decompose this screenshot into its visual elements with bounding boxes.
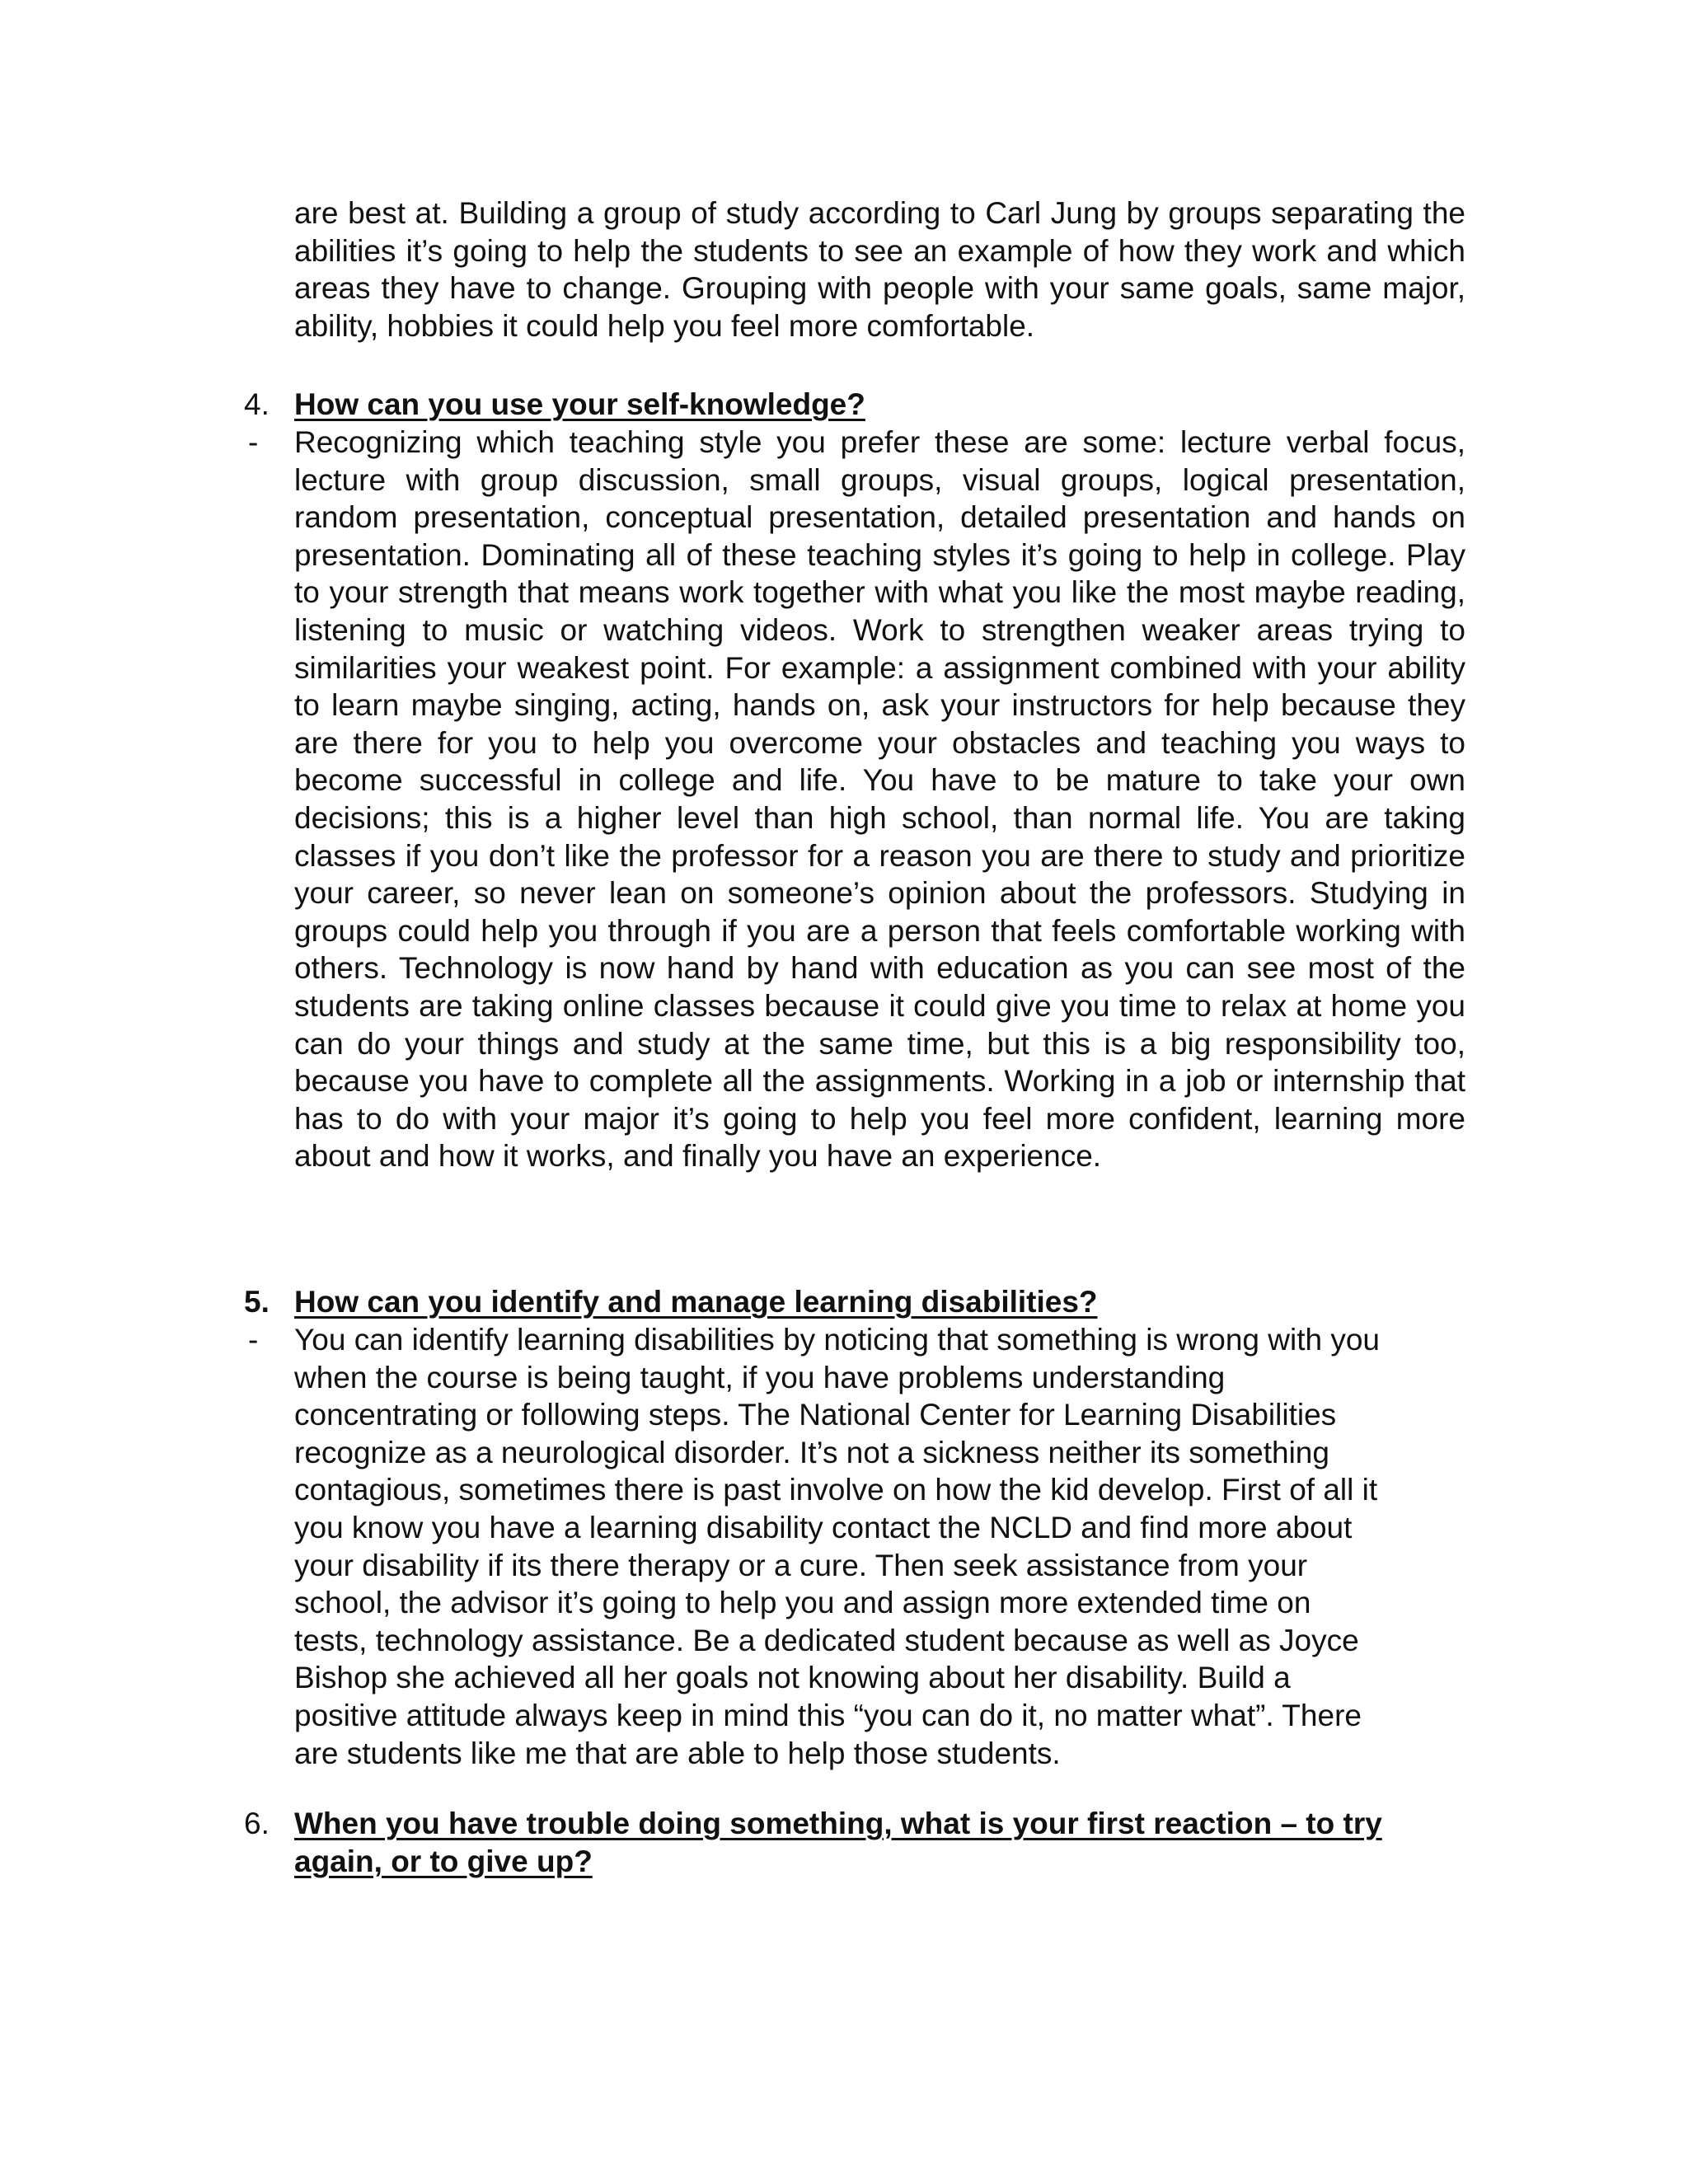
- answer-line: positive attitude always keep in mind this “you can do it, no matter what”. There: [294, 1698, 1362, 1732]
- section-5-bullet: -: [248, 1323, 259, 1357]
- question-line: again, or to give up?: [294, 1844, 593, 1878]
- question-line: When you have trouble doing something, what is your first reaction – to try: [294, 1807, 1382, 1840]
- section-5-number: 5.: [244, 1285, 270, 1319]
- answer-line: school, the advisor it’s going to help you and assign more extended time on: [294, 1586, 1311, 1620]
- section-6-number: 6.: [244, 1807, 270, 1840]
- section-4-bullet: -: [248, 425, 259, 459]
- answer-line: are students like me that are able to help those students.: [294, 1736, 1061, 1770]
- section-4-answer: Recognizing which teaching style you prefer these are some: lecture verbal focus, lecture with group discussion, small groups, visual groups, logical presentation, random presentation, conceptual presentation, detailed presentation and hands on presentation. Dominating all of these teaching styles it’s going to help in college. Play to your strength that means work together with what you like the most maybe reading, listening to music or watching videos. Work to strengthen weaker areas trying to similarities your weakest point. For example: a assignment combined with your ability to learn maybe singing, acting, hands on, ask your instructors for help because they are there for you to help you overcome your obstacles and teaching you ways to become successful in college and life. You have to be mature to take your own decisions; this is a higher level than high school, than normal life. You are taking classes if you don’t like the professor for a reason you are there to study and prioritize your career, so never lean on someone’s opinion about the professors. Studying in groups could help you through if you are a person that feels comfortable working with others. Technology is now hand by hand with education as you can see most of the students are taking online classes because it could give you time to relax at home you can do your things and study at the same time, but this is a big responsibility too, because you have to complete all the assignments. Working in a job or internship that has to do with your major it’s going to help you feel more confident, learning more about and how it works, and finally you have an experience.: [294, 425, 1465, 1174]
- answer-line: your disability if its there therapy or a cure. Then seek assistance from your: [294, 1548, 1308, 1582]
- answer-line: contagious, sometimes there is past involve on how the kid develop. First of all it: [294, 1473, 1378, 1507]
- answer-line: when the course is being taught, if you have problems understanding: [294, 1360, 1226, 1394]
- section-5-answer: [294, 1321, 1465, 1772]
- answer-line: you know you have a learning disability contact the NCLD and find more about: [294, 1510, 1353, 1544]
- intro-paragraph: are best at. Building a group of study according to Carl Jung by groups separating the abilities it’s going to help the students to see an example of how they work and which areas they have to change. Grouping with people with your same goals, same major, ability, hobbies it could help you feel more comfortable.: [294, 196, 1465, 343]
- section-4-number: 4.: [244, 387, 270, 421]
- section-6-question: [294, 1805, 1465, 1880]
- answer-line: concentrating or following steps. The National Center for Learning Disabilities: [294, 1398, 1337, 1432]
- section-5-question: How can you identify and manage learning disabilities?: [294, 1285, 1098, 1319]
- answer-line: Bishop she achieved all her goals not knowing about her disability. Build a: [294, 1661, 1291, 1695]
- answer-line: tests, technology assistance. Be a dedicated student because as well as Joyce: [294, 1623, 1359, 1657]
- section-4-question: How can you use your self-knowledge?: [294, 387, 865, 421]
- answer-line: recognize as a neurological disorder. It’s not a sickness neither its something: [294, 1435, 1329, 1469]
- answer-line: You can identify learning disabilities by noticing that something is wrong with you: [294, 1323, 1381, 1357]
